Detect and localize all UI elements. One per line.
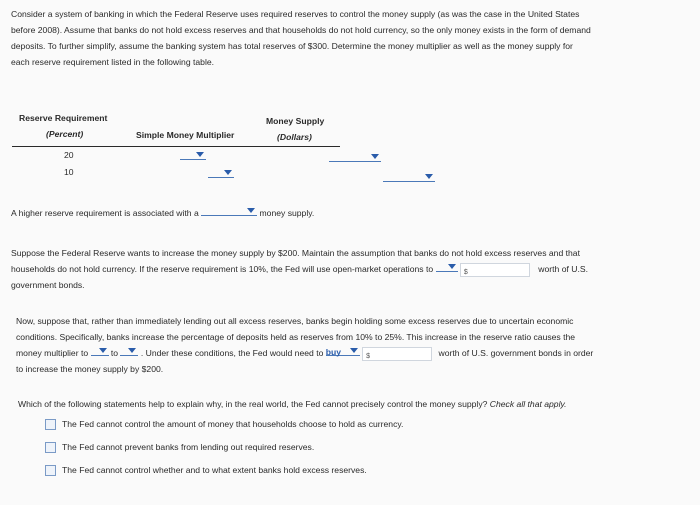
q3-action-dropdown[interactable] xyxy=(326,346,360,356)
chevron-down-icon xyxy=(371,154,379,159)
multiplier-dropdown-20[interactable] xyxy=(180,150,206,160)
q2-paragraph xyxy=(11,245,696,293)
table-header-rule xyxy=(12,146,340,147)
col1-header-line1: Reserve Requirement xyxy=(19,113,108,123)
col1-header-line2: (Percent) xyxy=(46,129,84,139)
chevron-down-icon xyxy=(448,264,456,269)
q3-multiplier-to-dropdown[interactable] xyxy=(120,346,138,356)
col3-header-line2: (Dollars) xyxy=(277,132,312,142)
chevron-down-icon xyxy=(128,348,136,353)
intro-line-1: Consider a system of banking in which the Federal Reserve uses required reserves to control the money supply (as was the case in the United States xyxy=(11,9,580,19)
col2-header: Simple Money Multiplier xyxy=(136,130,235,140)
q3-paragraph xyxy=(16,313,696,377)
q1-dropdown[interactable] xyxy=(201,206,257,216)
intro-line-2: before 2008). Assume that banks do not hold excess reserves and that households do not hold currency, so the only money exists in the form of demand xyxy=(11,25,591,35)
q3-selected-action: buy xyxy=(325,347,342,357)
q3-line-2: conditions. Specifically, banks increase the percentage of deposits held as reserves from 10% to 25%. This increase in the reserve ratio causes the xyxy=(16,332,576,342)
checkbox-icon[interactable] xyxy=(45,442,56,453)
q3-currency: $ xyxy=(366,352,371,360)
q4-option-2[interactable] xyxy=(45,442,314,453)
q3-line-3b: to xyxy=(110,348,119,358)
q4-option-3-label: The Fed cannot control whether and to what extent banks hold excess reserves. xyxy=(62,465,367,475)
checkbox-icon[interactable] xyxy=(45,419,56,430)
intro-line-3: deposits. To further simplify, assume the banking system has total reserves of $300. Determine the money multiplier as well as the money supply for xyxy=(11,41,573,51)
q4-instruction: Check all that apply. xyxy=(489,399,567,409)
chevron-down-icon xyxy=(99,348,107,353)
multiplier-dropdown-10[interactable] xyxy=(208,168,234,178)
q2-operation-dropdown[interactable] xyxy=(436,262,458,272)
money-supply-dropdown-20[interactable] xyxy=(329,152,381,162)
q3-line-3d: worth of U.S. government bonds in order xyxy=(438,348,594,358)
q2-amount-input[interactable] xyxy=(460,263,530,277)
q4-prompt: Which of the following statements help to explain why, in the real world, the Fed cannot precisely control the money supply? xyxy=(18,399,488,409)
intro-line-4: each reserve requirement listed in the following table. xyxy=(11,57,215,67)
money-supply-dropdown-10[interactable] xyxy=(383,172,435,182)
q3-multiplier-from-dropdown[interactable] xyxy=(91,346,109,356)
col3-header-line1: Money Supply xyxy=(266,116,325,126)
q2-line-2: households do not hold currency. If the reserve requirement is 10%, the Fed will use open-market operations to xyxy=(11,264,434,274)
chevron-down-icon xyxy=(247,208,255,213)
q1-line xyxy=(11,206,314,218)
chevron-down-icon xyxy=(196,152,204,157)
q4-option-2-label: The Fed cannot prevent banks from lending out required reserves. xyxy=(62,442,315,452)
q3-line-3c: . Under these conditions, the Fed would need to xyxy=(140,348,324,358)
row-reserve-20: 20 xyxy=(64,150,74,160)
checkbox-icon[interactable] xyxy=(45,465,56,476)
q3-line-3a: money multiplier to xyxy=(16,348,89,358)
q1-text-after: money supply. xyxy=(259,208,315,218)
chevron-down-icon xyxy=(350,348,358,353)
chevron-down-icon xyxy=(425,174,433,179)
q4-prompt-line xyxy=(18,399,567,409)
chevron-down-icon xyxy=(224,170,232,175)
q3-line-1: Now, suppose that, rather than immediately lending out all excess reserves, banks begin holding some excess reserves due to uncertain economic xyxy=(16,316,574,326)
q2-line-3: government bonds. xyxy=(11,280,85,290)
intro-paragraph xyxy=(11,6,696,70)
q2-line-1: Suppose the Federal Reserve wants to increase the money supply by $200. Maintain the assumption that banks do not hold excess reserves and that xyxy=(11,248,580,258)
q4-option-3[interactable] xyxy=(45,465,367,476)
q2-currency: $ xyxy=(463,268,468,276)
q3-line-4: to increase the money supply by $200. xyxy=(16,364,164,374)
q4-option-1[interactable] xyxy=(45,419,403,430)
q1-text-before: A higher reserve requirement is associated with a xyxy=(11,208,199,218)
q2-line-2-after: worth of U.S. xyxy=(538,264,588,274)
q4-option-1-label: The Fed cannot control the amount of money that households choose to hold as currency. xyxy=(62,419,404,429)
q3-amount-input[interactable] xyxy=(362,347,432,361)
row-reserve-10: 10 xyxy=(64,167,74,177)
